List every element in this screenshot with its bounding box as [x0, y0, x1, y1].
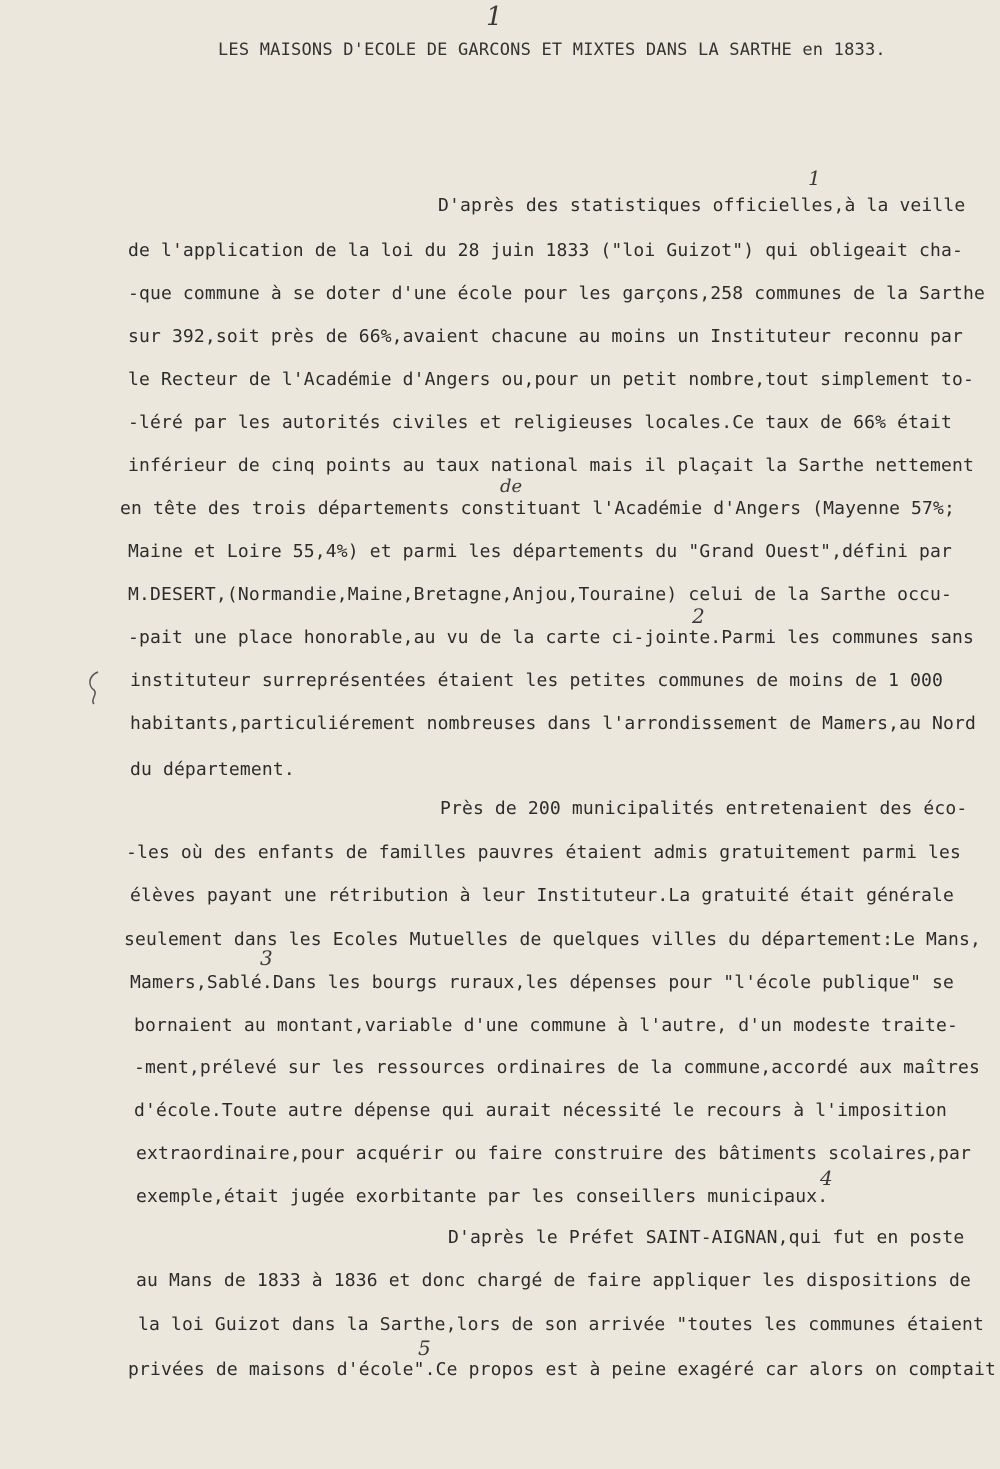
text-line: habitants,particuliérement nombreuses dans l'arrondissement de Mamers,au Nord: [130, 713, 976, 734]
text-line: le Recteur de l'Académie d'Angers ou,pour un petit nombre,tout simplement to-: [128, 369, 974, 390]
text-line: D'après le Préfet SAINT-AIGNAN,qui fut en poste: [448, 1227, 965, 1248]
text-line: sur 392,soit près de 66%,avaient chacune au moins un Instituteur reconnu par: [128, 326, 964, 347]
text-line: privées de maisons d'école".Ce propos est à peine exagéré car alors on comptait: [128, 1359, 996, 1380]
text-line: Mamers,Sablé.Dans les bourgs ruraux,les dépenses pour "l'école publique" se: [130, 972, 955, 993]
text-line: -les où des enfants de familles pauvres étaient admis gratuitement parmi les: [126, 842, 962, 863]
text-line: seulement dans les Ecoles Mutuelles de quelques villes du département:Le Mans,: [124, 929, 981, 950]
text-line: instituteur surreprésentées étaient les petites communes de moins de 1 000: [130, 670, 944, 691]
document-title: LES MAISONS D'ECOLE DE GARCONS ET MIXTES DANS LA SARTHE en 1833.: [218, 40, 886, 60]
text-line: la loi Guizot dans la Sarthe,lors de son arrivée "toutes les communes étaient: [138, 1314, 984, 1335]
text-line: en tête des trois départements constituant l'Académie d'Angers (Mayenne 57%;: [120, 498, 956, 519]
text-line: élèves payant une rétribution à leur Instituteur.La gratuité était générale: [130, 885, 955, 906]
text-line: extraordinaire,pour acquérir ou faire construire des bâtiments scolaires,par: [136, 1143, 972, 1164]
footnote-mark: 4: [820, 1166, 833, 1190]
footnote-mark: 5: [418, 1336, 431, 1360]
text-line: inférieur de cinq points au taux national mais il plaçait la Sarthe nettement: [128, 455, 974, 476]
text-line: de l'application de la loi du 28 juin 1833 ("loi Guizot") qui obligeait cha-: [128, 240, 964, 261]
text-line: -que commune à se doter d'une école pour les garçons,258 communes de la Sarthe: [128, 283, 985, 304]
page-number: 1: [486, 2, 503, 32]
handwritten-correction: de: [500, 476, 523, 497]
margin-mark-icon: [84, 668, 104, 708]
footnote-mark: 1: [808, 166, 821, 190]
text-line: -pait une place honorable,au vu de la carte ci-jointe.Parmi les communes sans: [128, 627, 974, 648]
text-line: -léré par les autorités civiles et religieuses locales.Ce taux de 66% était: [128, 412, 953, 433]
text-line: bornaient au montant,variable d'une commune à l'autre, d'un modeste traite-: [134, 1015, 959, 1036]
text-line: exemple,était jugée exorbitante par les conseillers municipaux.: [136, 1186, 829, 1207]
text-line: Près de 200 municipalités entretenaient des éco-: [440, 798, 968, 819]
text-line: D'après des statistiques officielles,à la veille: [438, 195, 966, 216]
text-line: d'école.Toute autre dépense qui aurait nécessité le recours à l'imposition: [134, 1100, 948, 1121]
text-line: au Mans de 1833 à 1836 et donc chargé de faire appliquer les dispositions de: [136, 1270, 972, 1291]
text-line: -ment,prélevé sur les ressources ordinaires de la commune,accordé aux maîtres: [134, 1057, 980, 1078]
text-line: M.DESERT,(Normandie,Maine,Bretagne,Anjou,Touraine) celui de la Sarthe occu-: [128, 584, 953, 605]
text-line: Maine et Loire 55,4%) et parmi les départements du "Grand Ouest",défini par: [128, 541, 953, 562]
footnote-mark: 3: [260, 946, 273, 970]
footnote-mark: 2: [692, 604, 705, 628]
text-line: du département.: [130, 759, 295, 780]
